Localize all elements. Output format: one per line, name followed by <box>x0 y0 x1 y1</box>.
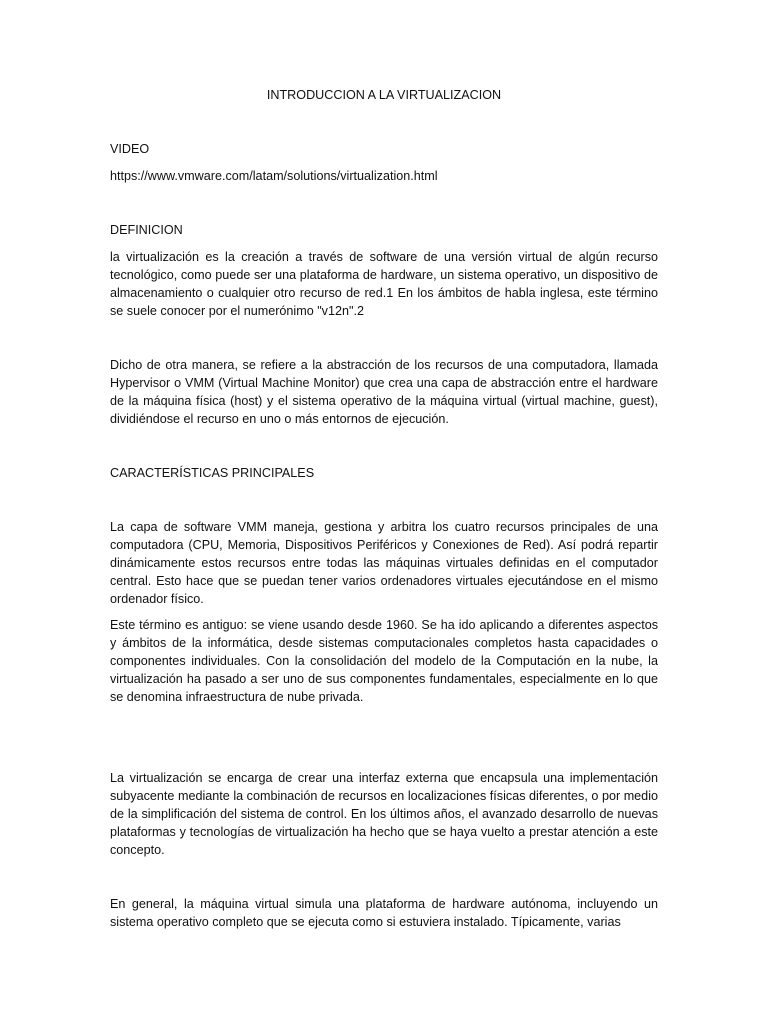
definition-heading: DEFINICION <box>110 223 183 237</box>
video-heading: VIDEO <box>110 142 150 156</box>
definition-paragraph-1: la virtualización es la creación a través de software de una versión virtual de algún recurso tecnológico, como puede ser una plataforma de hardware, un sistema operativo, un dispositivo de almacenamiento o cualquier otro recurso de red.1 En los ámbitos de habla inglesa, este término se suele conocer por el numerónimo "v12n".2 <box>110 250 658 318</box>
page-title: INTRODUCCION A LA VIRTUALIZACION <box>266 88 502 102</box>
features-paragraph-4: En general, la máquina virtual simula una plataforma de hardware autónoma, incluyendo un sistema operativo completo que se ejecuta como si estuviera instalado. Típicamente, varias <box>110 897 658 929</box>
definition-paragraph-2: Dicho de otra manera, se refiere a la abstracción de los recursos de una computadora, llamada Hypervisor o VMM (Virtual Machine Monitor) que crea una capa de abstracción entre el hardware de la máquina física (host) y el sistema operativo de la máquina virtual (virtual machine, guest), dividiéndose el recurso en uno o más entornos de ejecución. <box>110 358 658 426</box>
video-link[interactable]: https://www.vmware.com/latam/solutions/virtualization.html <box>110 169 438 183</box>
features-paragraph-1: La capa de software VMM maneja, gestiona y arbitra los cuatro recursos principales de una computadora (CPU, Memoria, Dispositivos Periféricos y Conexiones de Red). Así podrá repartir dinámicamente estos recursos entre todas las máquinas virtuales definidas en el computador central. Esto hace que se puedan tener varios ordenadores virtuales ejecutándose en el mismo ordenador físico. <box>110 520 658 606</box>
features-paragraph-3: La virtualización se encarga de crear una interfaz externa que encapsula una implementación subyacente mediante la combinación de recursos en localizaciones físicas diferentes, o por medio de la simplificación del sistema de control. En los últimos años, el avanzado desarrollo de nuevas plataformas y tecnologías de virtualización ha hecho que se haya vuelto a prestar atención a este concepto. <box>110 771 658 857</box>
features-paragraph-2: Este término es antiguo: se viene usando desde 1960. Se ha ido aplicando a diferentes aspectos y ámbitos de la informática, desde sistemas computacionales completos hasta capacidades o componentes individuales. Con la consolidación del modelo de la Computación en la nube, la virtualización ha pasado a ser uno de sus componentes fundamentales, especialmente en lo que se denomina infraestructura de nube privada. <box>110 618 658 704</box>
features-heading: CARACTERÍSTICAS PRINCIPALES <box>110 466 315 480</box>
